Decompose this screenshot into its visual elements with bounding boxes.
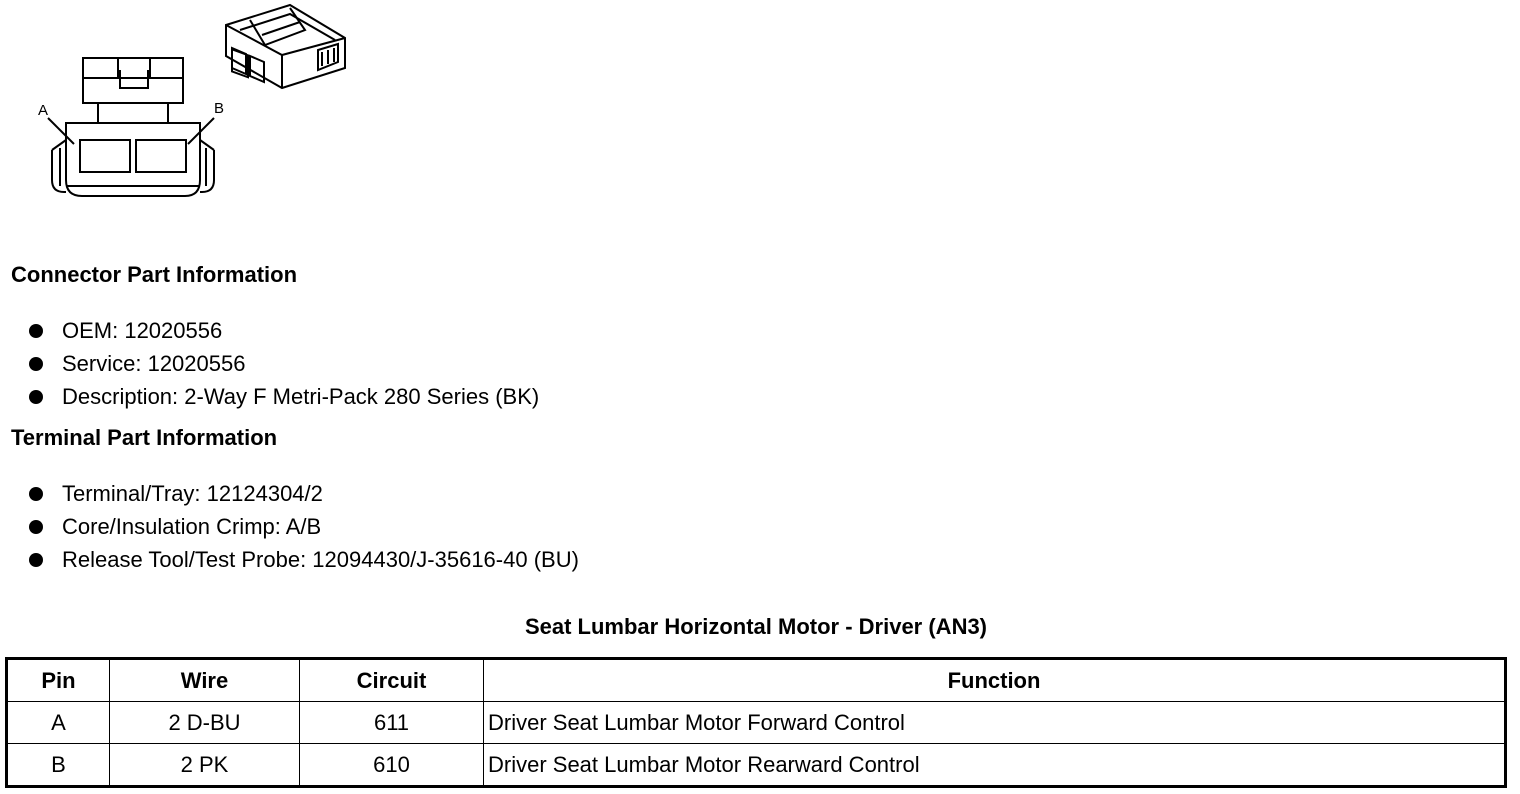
pin-table-title: Seat Lumbar Horizontal Motor - Driver (AN3) (524, 614, 988, 639)
list-item (28, 314, 539, 347)
list-item (28, 380, 539, 413)
bullet-icon (29, 324, 43, 338)
connector-diagram (0, 0, 400, 230)
list-item-text: Service: 12020556 (62, 351, 246, 376)
bullet-icon (29, 553, 43, 567)
table-header-row (7, 659, 1506, 702)
list-item (28, 477, 579, 510)
connector-front-view (48, 58, 214, 196)
list-item-text: Core/Insulation Crimp: A/B (62, 514, 322, 539)
wire-cell: 2 PK (110, 744, 300, 787)
list-item-text: Description: 2-Way F Metri-Pack 280 Series (BK) (62, 384, 540, 409)
pin-b-label: B (214, 100, 225, 117)
terminal-part-heading: Terminal Part Information (11, 425, 278, 450)
terminal-part-list (28, 477, 579, 576)
pin-table (5, 657, 1507, 788)
list-item-text: OEM: 12020556 (62, 318, 223, 343)
list-item (28, 510, 579, 543)
list-item-text: Terminal/Tray: 12124304/2 (62, 481, 323, 506)
connector-isometric-view (226, 5, 345, 88)
column-header-function: Function (484, 659, 1506, 702)
function-cell: Driver Seat Lumbar Motor Forward Control (484, 702, 1506, 744)
bullet-icon (29, 520, 43, 534)
connector-part-heading: Connector Part Information (11, 262, 298, 287)
column-header-circuit: Circuit (300, 659, 484, 702)
column-header-pin: Pin (7, 659, 110, 702)
pin-cell: B (7, 744, 110, 787)
table-row (7, 702, 1506, 744)
column-header-wire: Wire (110, 659, 300, 702)
pin-cell: A (7, 702, 110, 744)
circuit-cell: 611 (300, 702, 484, 744)
list-item-text: Release Tool/Test Probe: 12094430/J-35616-40 (BU) (62, 547, 579, 572)
bullet-icon (29, 390, 43, 404)
circuit-cell: 610 (300, 744, 484, 787)
pin-a-label: A (38, 102, 49, 119)
wire-cell: 2 D-BU (110, 702, 300, 744)
table-row (7, 744, 1506, 787)
list-item (28, 543, 579, 576)
bullet-icon (29, 487, 43, 501)
function-cell: Driver Seat Lumbar Motor Rearward Control (484, 744, 1506, 787)
bullet-icon (29, 357, 43, 371)
connector-part-list (28, 314, 539, 413)
list-item (28, 347, 539, 380)
